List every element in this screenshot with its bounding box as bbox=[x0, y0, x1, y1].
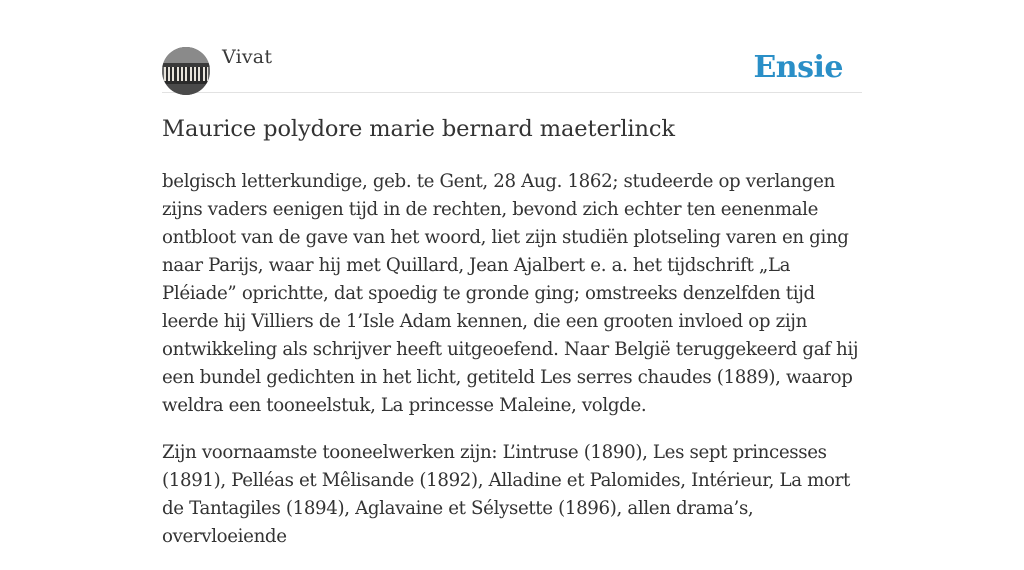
article-body bbox=[162, 168, 864, 570]
page-header bbox=[162, 46, 862, 93]
bookshelf-avatar-image bbox=[162, 47, 210, 95]
brand-logo[interactable]: Ensie bbox=[753, 50, 843, 85]
paragraph: belgisch letterkundige, geb. te Gent, 28 Aug. 1862; studeerde op verlangen zijns vaders eenigen tijd in de rechten, bevond zich echter ten eenenmale ontbloot van de gave van het woord, liet zijn studiën plotseling varen en ging naar Parijs, waar hij met Quillard, Jean Ajalbert e. a. het tijdschrift „La Pléiade” oprichtte, dat spoedig te gronde ging; omstreeks denzelfden tijd leerde hij Villiers de 1’Isle Adam kennen, die een grooten invloed op zijn ontwikkeling als schrijver heeft uitgeoefend. Naar België teruggekeerd gaf hij een bundel gedichten in het licht, getiteld Les serres chaudes (1889), waarop weldra een tooneelstuk, La princesse Maleine, volgde. bbox=[162, 171, 859, 416]
author-name[interactable]: Vivat bbox=[222, 46, 273, 68]
author-avatar[interactable] bbox=[162, 47, 210, 95]
paragraph: Zijn voornaamste tooneelwerken zijn: L’intruse (1890), Les sept princesses (1891), Pelléas et Mêlisande (1892), Alladine et Palomides, Intérieur, La mort de Tantagiles (1894), Aglavaine et Sélysette (1896), allen drama’s, overvloeiende bbox=[162, 442, 850, 547]
article-title: Maurice polydore marie bernard maeterlinck bbox=[162, 116, 675, 142]
